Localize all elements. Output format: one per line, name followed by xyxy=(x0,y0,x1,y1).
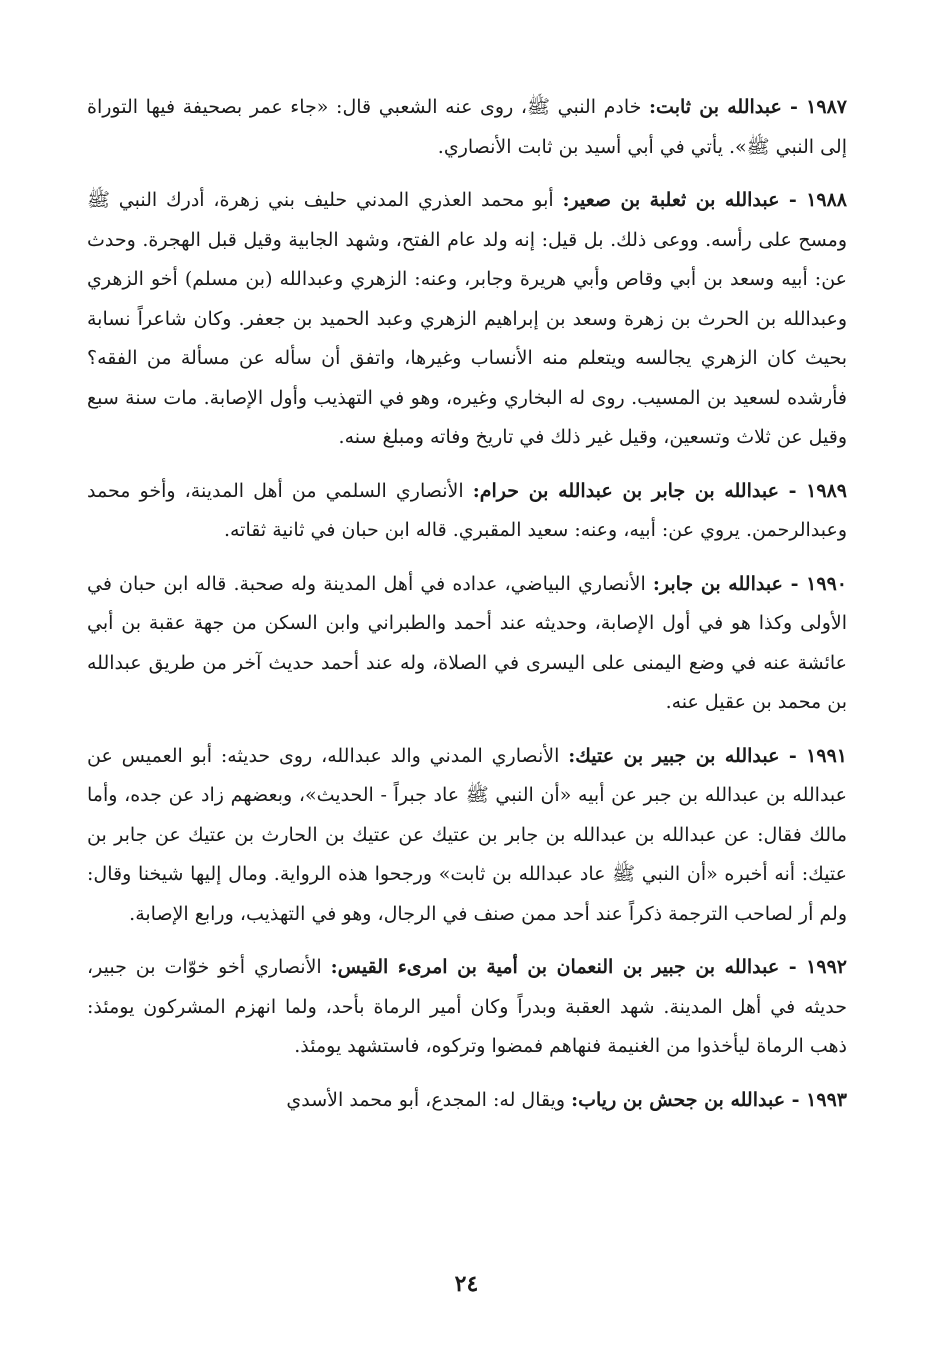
entry-heading: ١٩٩٢ - عبدالله بن جبير بن النعمان بن أمية بن امرىء القيس: xyxy=(330,956,847,978)
page-number: ٢٤ xyxy=(454,1271,479,1297)
entry-1993 xyxy=(87,1081,847,1121)
entry-text: الأنصاري أخو خوّات بن جبير، حديثه في أهل المدينة. شهد العقبة وبدراً وكان أمير الرماة بأحد، ولما انهزم المشركون يومئذ: ذهب الرماة ليأخذوا من الغنيمة فنهاهم فمضوا وتركوه، فاستشهد يومئذ. xyxy=(87,956,847,1057)
entry-heading: ١٩٩٠ - عبدالله بن جابر: xyxy=(652,572,847,595)
entry-heading: ١٩٩٣ - عبدالله بن جحش بن رياب: xyxy=(571,1088,847,1111)
entry-heading: ١٩٩١ - عبدالله بن جبير بن عتيك: xyxy=(568,744,847,767)
page-body xyxy=(87,88,847,1134)
entry-text: أبو محمد العذري المدني حليف بني زهرة، أدرك النبي ﷺ ومسح على رأسه. ووعى ذلك. بل قيل: إنه ولد عام الفتح، وشهد الجابية وقيل قبل الهجرة. وحدث عن: أبيه وسعد بن أبي وقاص وأبي هريرة وجابر، وعنه: الزهري وعبدالله (بن مسلم) أخو الزهري وعبدالله بن الحرث بن زهرة وسعد بن إبراهيم الزهري وعبد الحميد بن جعفر. وكان شاعراً نسابة بحيث كان الزهري يجالسه ويتعلم منه الأنساب وغيرها، واتفق أن سأله عن مسألة من الفقه؟ فأرشده لسعيد بن المسيب. روى له البخاري وغيره، وهو في التهذيب وأول الإصابة. مات سنة سبع وقيل عن ثلاث وتسعين، وقيل غير ذلك في تاريخ وفاته ومبلغ سنه. xyxy=(87,189,847,448)
entry-1989 xyxy=(87,472,847,551)
entry-text: ويقال له: المجدع، أبو محمد الأسدي xyxy=(286,1088,572,1111)
entry-text: الأنصاري السلمي من أهل المدينة، وأخو محمد وعبدالرحمن. يروي عن: أبيه، وعنه: سعيد المقبري. قاله ابن حبان في ثانية ثقاته. xyxy=(87,479,847,541)
entry-heading: ١٩٨٧ - عبدالله بن ثابت: xyxy=(649,96,847,118)
entry-text: الأنصاري البياضي، عداده في أهل المدينة وله صحبة. قاله ابن حبان في الأولى وكذا هو في أول الإصابة، وحديثه عند أحمد والطبراني وابن السكن من جهة عقبة بن أبي عائشة عنه في وضع اليمنى على اليسرى في الصلاة، وله عند أحمد حديث آخر من طريق عبدالله بن محمد بن عقيل عنه. xyxy=(87,572,847,713)
entry-text: خادم النبي ﷺ، روى عنه الشعبي قال: «جاء عمر بصحيفة فيها التوراة إلى النبي ﷺ». يأتي في أبي أسيد بن ثابت الأنصاري. xyxy=(87,96,847,158)
entry-text: الأنصاري المدني والد عبدالله، روى حديثه: أبو العميس عن عبدالله بن عبدالله بن جبر عن أبيه «أن النبي ﷺ عاد جبراً - الحديث»، وبعضهم زاد عن جده، وأما مالك فقال: عن عبدالله بن عبدالله بن جابر بن عتيك عن عتيك بن الحارث بن عتيك عن جابر بن عتيك: أنه أخبره «أن النبي ﷺ عاد عبدالله بن ثابت» ورجحوا هذه الرواية. ومال إليها شيخنا وقال: ولم أر لصاحب الترجمة ذكراً عند أحد ممن صنف في الرجال، وهو في التهذيب، ورابع الإصابة. xyxy=(87,744,847,925)
entry-1992 xyxy=(87,948,847,1067)
entry-1988 xyxy=(87,181,847,458)
entry-1990 xyxy=(87,565,847,723)
entry-1991 xyxy=(87,737,847,935)
entry-heading: ١٩٨٨ - عبدالله بن ثعلبة بن صعير: xyxy=(562,189,848,211)
entry-heading: ١٩٨٩ - عبدالله بن جابر بن عبدالله بن حرام: xyxy=(472,479,847,502)
entry-1987 xyxy=(87,88,847,167)
